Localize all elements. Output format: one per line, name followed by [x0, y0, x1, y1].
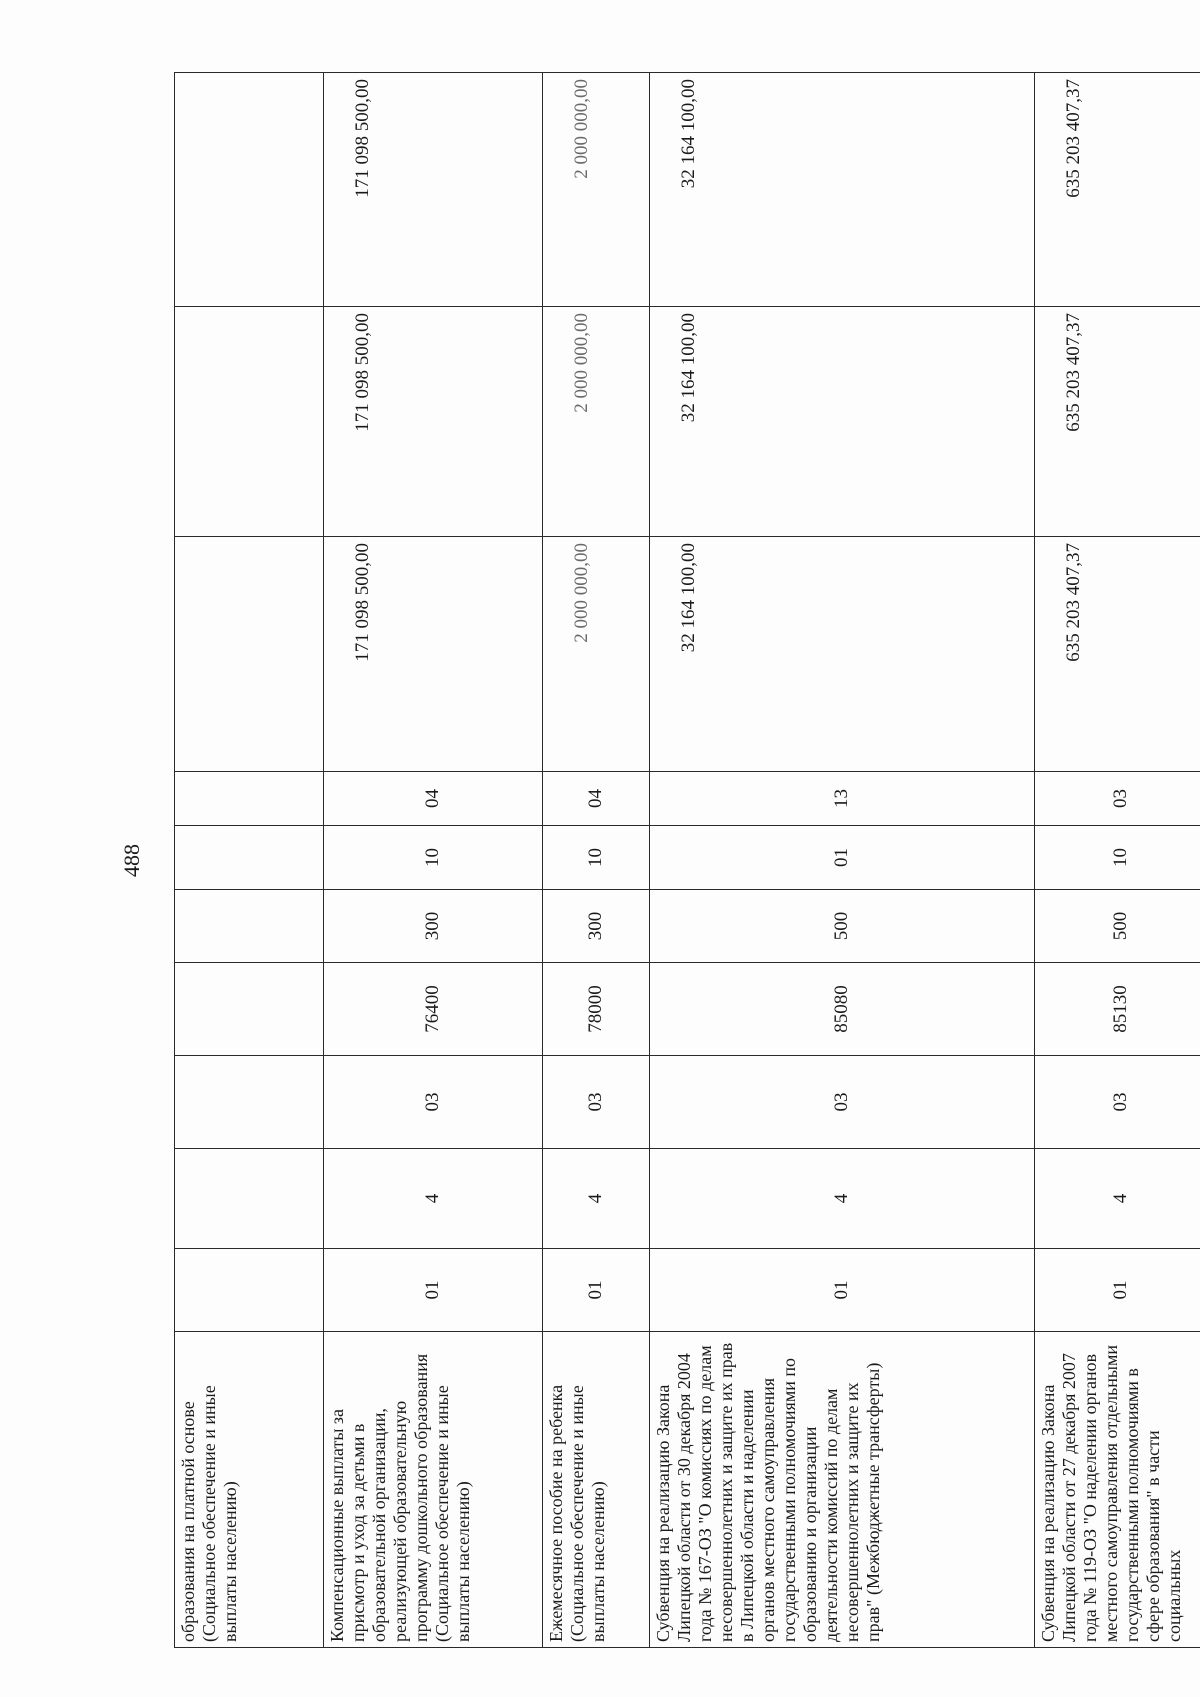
amount-year-1 — [175, 537, 324, 772]
row-description: образования на платной основе (Социальное обеспечение и иные выплаты населению) — [175, 1332, 324, 1648]
rotated-landscape-content — [112, 73, 1184, 1648]
direction-code-cell: 78000 — [543, 963, 650, 1056]
subsection-code-cell: 04 — [324, 772, 543, 826]
subprogram-code-cell: 4 — [1035, 1149, 1200, 1249]
section-code-cell: 10 — [324, 826, 543, 890]
direction-code-cell: 85130 — [1035, 963, 1200, 1056]
subsection-code-cell — [175, 772, 324, 826]
amount-year-3: 635 203 407,37 — [1035, 73, 1200, 307]
amount-year-3 — [175, 73, 324, 307]
main-event-code-cell: 03 — [543, 1056, 650, 1149]
program-code-cell: 01 — [1035, 1249, 1200, 1332]
expense-type-cell — [175, 890, 324, 963]
table-row — [650, 73, 1035, 1648]
table-row — [543, 73, 650, 1648]
amount-year-2: 635 203 407,37 — [1035, 307, 1200, 537]
subsection-code-cell: 03 — [1035, 772, 1200, 826]
subsection-code-cell: 13 — [650, 772, 1035, 826]
budget-table — [174, 72, 1200, 1648]
direction-code-cell: 76400 — [324, 963, 543, 1056]
main-event-code-cell: 03 — [1035, 1056, 1200, 1149]
amount-year-3: 2 000 000,00 — [543, 73, 650, 307]
amount-year-2: 32 164 100,00 — [650, 307, 1035, 537]
subprogram-code-cell — [175, 1149, 324, 1249]
main-event-code-cell: 03 — [650, 1056, 1035, 1149]
expense-type-cell: 500 — [650, 890, 1035, 963]
subprogram-code-cell: 4 — [543, 1149, 650, 1249]
amount-year-1: 32 164 100,00 — [650, 537, 1035, 772]
expense-type-cell: 300 — [543, 890, 650, 963]
amount-year-2: 2 000 000,00 — [543, 307, 650, 537]
section-code-cell: 01 — [650, 826, 1035, 890]
program-code-cell: 01 — [650, 1249, 1035, 1332]
section-code-cell — [175, 826, 324, 890]
row-description: Ежемесячное пособие на ребенка (Социальное обеспечение и иные выплаты населению) — [543, 1332, 650, 1648]
subprogram-code-cell: 4 — [324, 1149, 543, 1249]
program-code-cell: 01 — [324, 1249, 543, 1332]
section-code-cell: 10 — [543, 826, 650, 890]
program-code-cell — [175, 1249, 324, 1332]
expense-type-cell: 500 — [1035, 890, 1200, 963]
subprogram-code-cell: 4 — [650, 1149, 1035, 1249]
main-event-code-cell: 03 — [324, 1056, 543, 1149]
main-event-code-cell — [175, 1056, 324, 1149]
table-row — [175, 73, 324, 1648]
expense-type-cell: 300 — [324, 890, 543, 963]
direction-code-cell: 85080 — [650, 963, 1035, 1056]
direction-code-cell — [175, 963, 324, 1056]
amount-year-1: 2 000 000,00 — [543, 537, 650, 772]
subsection-code-cell: 04 — [543, 772, 650, 826]
program-code-cell: 01 — [543, 1249, 650, 1332]
table-row — [324, 73, 543, 1648]
amount-year-1: 635 203 407,37 — [1035, 537, 1200, 772]
row-description: Субвенция на реализацию Закона Липецкой области от 30 декабря 2004 года № 167-ОЗ "О комиссиях по делам несовершеннолетних и защите их прав в Липецкой области и наделении органов местного самоуправления государственными полномочиями по образованию и организации деятельности комиссий по делам несовершеннолетних и защите их прав" (Межбюджетные трансферты) — [650, 1332, 1035, 1648]
table-row — [1035, 73, 1200, 1648]
amount-year-2: 171 098 500,00 — [324, 307, 543, 537]
row-description: Субвенция на реализацию Закона Липецкой области от 27 декабря 2007 года № 119-ОЗ "О наделении органов местного самоуправления отдельными государственными полномочиями в сфере образования" в части социальных — [1035, 1332, 1200, 1648]
page-number: 488 — [119, 844, 144, 877]
amount-year-2 — [175, 307, 324, 537]
amount-year-3: 171 098 500,00 — [324, 73, 543, 307]
amount-year-1: 171 098 500,00 — [324, 537, 543, 772]
amount-year-3: 32 164 100,00 — [650, 73, 1035, 307]
section-code-cell: 10 — [1035, 826, 1200, 890]
row-description: Компенсационные выплаты за присмотр и уход за детьми в образовательной организации, реализующей образовательную программу дошкольного образования (Социальное обеспечение и иные выплаты населению) — [324, 1332, 543, 1648]
